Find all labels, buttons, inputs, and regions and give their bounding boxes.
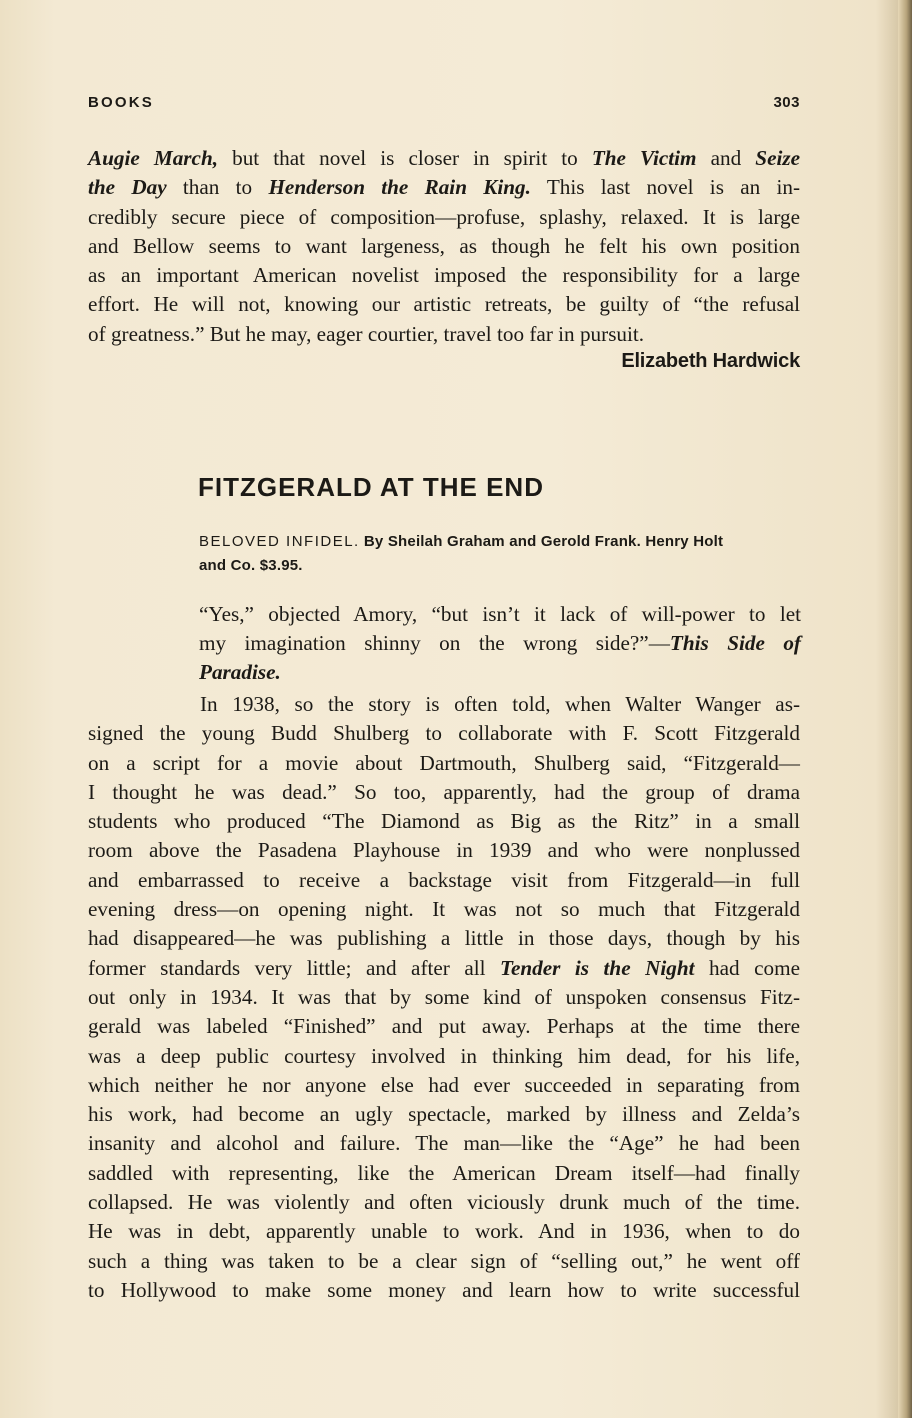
text-run: of greatness.” But he may, eager courtier, travel too far in pursuit. (88, 321, 645, 346)
book-details-line2: and Co. $3.95. (199, 557, 303, 574)
italic-title: Seize (755, 146, 801, 170)
epigraph-source: This Side of (669, 631, 801, 655)
italic-title: The Victim (591, 146, 697, 170)
text-line (88, 320, 800, 349)
text-line: In 1938, so the story is often told, when Walter Wanger as- (200, 692, 800, 716)
text-run: credibly secure piece of composition—profuse, splashy, relaxed. It is large (88, 204, 800, 229)
page-number: 303 (773, 94, 800, 111)
text-line (88, 290, 800, 319)
epigraph-source-continued: Paradise. (199, 660, 281, 684)
previous-review-paragraph (88, 144, 800, 349)
text-line: out only in 1934. It was that by some kind of unspoken consensus Fitz- (88, 984, 800, 1009)
text-line: on a script for a movie about Dartmouth, Shulberg said, “Fitzgerald— (88, 750, 800, 775)
page-edge-shadow (898, 0, 912, 1418)
text-run: effort. He will not, knowing our artistic retreats, be guilty of “the refusal (88, 292, 800, 317)
text-line: signed the young Budd Shulberg to collaborate with F. Scott Fitzgerald (88, 721, 800, 746)
review-body-paragraph (88, 690, 800, 1305)
text-line (88, 232, 800, 261)
text-run: and (696, 146, 756, 170)
text-line: He was in debt, apparently unable to work. And in 1936, when to do (88, 1219, 800, 1244)
text-line: to Hollywood to make some money and learn how to write successful (88, 1277, 800, 1302)
epigraph-line: “Yes,” objected Amory, “but isn’t it lack of will-power to let (199, 602, 801, 626)
text-run: than to (166, 175, 269, 200)
text-run: This last novel is an in- (530, 175, 801, 200)
text-line: such a thing was taken to be a clear sign of “selling out,” he went off (88, 1248, 800, 1273)
text-line: room above the Pasadena Playhouse in 1939 and who were nonplussed (88, 838, 800, 863)
text-run: but that novel is closer in spirit to (218, 146, 592, 170)
book-details-line1: By Sheilah Graham and Gerold Frank. Henry Holt (363, 533, 724, 550)
text-line: students who produced “The Diamond as Big as the Ritz” in a small (88, 809, 800, 834)
text-line: gerald was labeled “Finished” and put away. Perhaps at the time there (88, 1014, 800, 1039)
text-line: his work, had become an ugly spectacle, marked by illness and Zelda’s (88, 1102, 800, 1127)
text-line: evening dress—on opening night. It was not so much that Fitzgerald (88, 897, 800, 922)
text-line (88, 144, 800, 173)
epigraph-quote-end: my imagination shinny on the wrong side?”— (199, 631, 670, 655)
italic-title: the Day (88, 175, 167, 200)
text-line (88, 173, 800, 202)
text-line (88, 261, 800, 290)
text-line (88, 203, 800, 232)
epigraph-line (199, 629, 801, 658)
text-line: I thought he was dead.” So too, apparently, had the group of drama (88, 779, 800, 804)
text-line: insanity and alcohol and failure. The man—like the “Age” he had been (88, 1131, 800, 1156)
italic-title: Henderson the Rain King. (268, 175, 531, 200)
text-line: saddled with representing, like the American Dream itself—had finally (88, 1160, 800, 1185)
epigraph-line (199, 658, 801, 687)
text-line: collapsed. He was violently and often viciously drunk much of the time. (88, 1190, 800, 1215)
text-run: as an important American novelist imposed the responsibility for a large (88, 263, 800, 288)
review-author-signature: Elizabeth Hardwick (621, 350, 800, 372)
text-run: former standards very little; and after all (88, 955, 500, 980)
book-title: BELOVED INFIDEL. (199, 533, 360, 550)
italic-title: Augie March, (88, 146, 219, 170)
section-name: BOOKS (88, 94, 155, 111)
epigraph (199, 600, 801, 687)
text-run: had come (694, 955, 800, 980)
running-head (88, 94, 800, 111)
text-run: and Bellow seems to want largeness, as though he felt his own position (88, 233, 800, 258)
book-citation (199, 530, 799, 578)
text-line: had disappeared—he was publishing a little in those days, though by his (88, 926, 800, 951)
text-line: was a deep public courtesy involved in thinking him dead, for his life, (88, 1043, 800, 1068)
text-line: and embarrassed to receive a backstage visit from Fitzgerald—in full (88, 867, 800, 892)
italic-title: Tender is the Night (500, 955, 695, 980)
text-line: which neither he nor anyone else had ever succeeded in separating from (88, 1072, 800, 1097)
text-line (88, 954, 800, 983)
review-title: FITZGERALD AT THE END (198, 472, 544, 502)
